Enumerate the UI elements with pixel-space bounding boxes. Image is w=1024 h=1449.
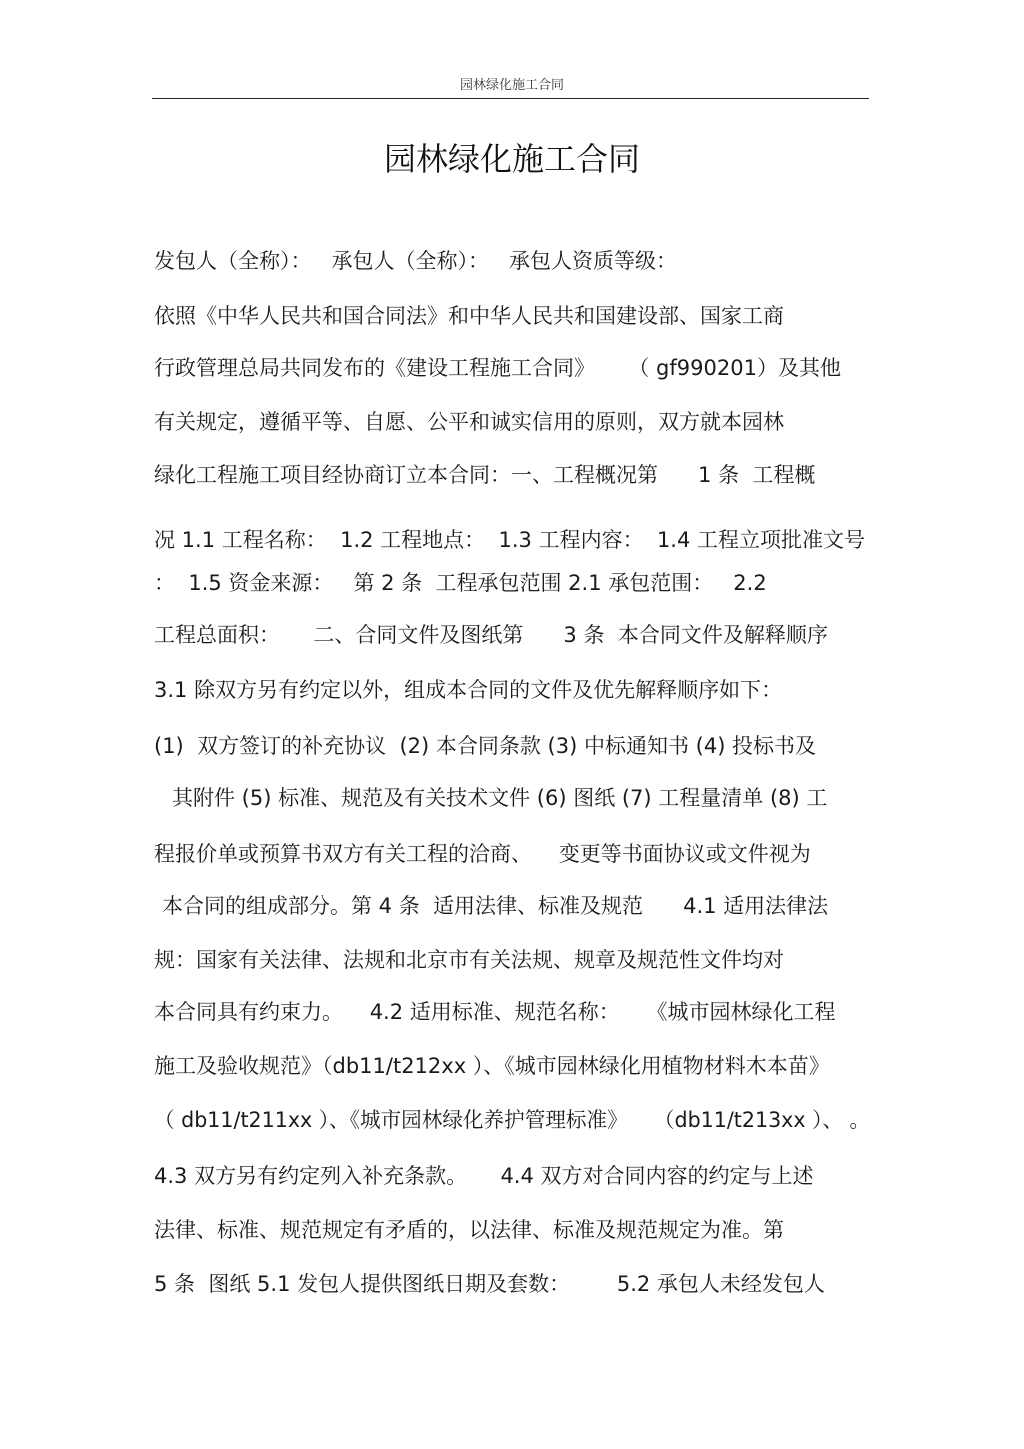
body-line: 施工及验收规范》（db11/t212xx ）、《城市园林绿化用植物材料木本苗》 (154, 1054, 830, 1078)
body-line: 法律、标准、规范规定有矛盾的，以法律、标准及规范规定为准。第 (154, 1218, 784, 1242)
body-line: 绿化工程施工项目经协商订立本合同：一、工程概况第 1 条 工程概 (154, 463, 816, 487)
body-line: 有关规定，遵循平等、自愿、公平和诚实信用的原则，双方就本园林 (154, 410, 784, 434)
body-line: 依照《中华人民共和国合同法》和中华人民共和国建设部、国家工商 (154, 304, 784, 328)
body-line: 程报价单或预算书双方有关工程的洽商、 变更等书面协议或文件视为 (154, 842, 811, 866)
body-line: 本合同具有约束力。 4.2 适用标准、规范名称： 《城市园林绿化工程 (154, 1000, 836, 1024)
document-title: 园林绿化施工合同 (383, 140, 640, 178)
body-line: 发包人（全称）： 承包人（全称）： 承包人资质等级： (154, 249, 678, 273)
header-divider (152, 98, 869, 99)
running-header: 园林绿化施工合同 (459, 78, 564, 93)
body-line: 行政管理总局共同发布的《建设工程施工合同》 （ gf990201）及其他 (154, 356, 841, 380)
body-line: ： 1.5 资金来源： 第 2 条 工程承包范围 2.1 承包范围： 2.2 (154, 571, 767, 595)
body-line: (1) 双方签订的补充协议 (2) 本合同条款 (3) 中标通知书 (4) 投标书及 (154, 734, 817, 758)
body-line: 况 1.1 工程名称： 1.2 工程地点： 1.3 工程内容： 1.4 工程立项批准文号 (154, 528, 866, 552)
body-line: 工程总面积： 二、合同文件及图纸第 3 条 本合同文件及解释顺序 (154, 623, 828, 647)
body-line: 规：国家有关法律、法规和北京市有关法规、规章及规范性文件均对 (154, 948, 784, 972)
body-line: 5 条 图纸 5.1 发包人提供图纸日期及套数： 5.2 承包人未经发包人 (154, 1272, 825, 1296)
body-line: （ db11/t211xx ）、《城市园林绿化养护管理标准》 （db11/t213xx ）、 。 (154, 1108, 871, 1132)
body-line: 本合同的组成部分。第 4 条 适用法律、标准及规范 4.1 适用法律法 (162, 894, 829, 918)
body-line: 4.3 双方另有约定列入补充条款。 4.4 双方对合同内容的约定与上述 (154, 1164, 814, 1188)
body-line: 3.1 除双方另有约定以外，组成本合同的文件及优先解释顺序如下： (154, 678, 783, 702)
body-line: 其附件 (5) 标准、规范及有关技术文件 (6) 图纸 (7) 工程量清单 (8) 工 (172, 786, 828, 810)
